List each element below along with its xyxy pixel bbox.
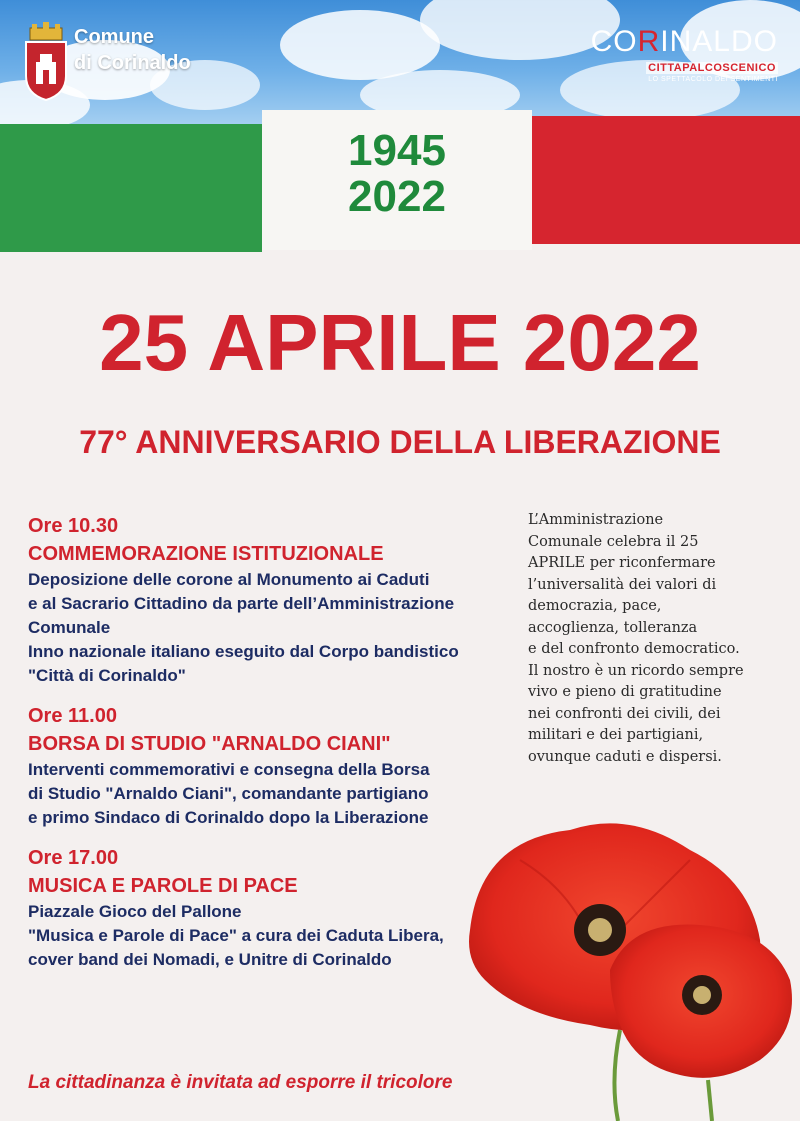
event-time: Ore 11.00 xyxy=(28,705,117,727)
page-subtitle: 77° ANNIVERSARIO DELLA LIBERAZIONE xyxy=(79,424,721,460)
side-line: APRILE per riconfermare xyxy=(528,555,716,571)
comune-label xyxy=(74,24,191,76)
side-line: e del confronto democratico. xyxy=(528,641,740,657)
anniversary-years xyxy=(262,128,532,220)
side-line: ovunque caduti e dispersi. xyxy=(528,748,722,765)
side-line: accoglienza, tolleranza xyxy=(528,619,698,636)
event-title: COMMEMORAZIONE ISTITUZIONALE xyxy=(28,543,384,565)
brand-name-part-a: CO xyxy=(590,25,638,58)
flag-red xyxy=(532,116,800,244)
event-item xyxy=(28,844,488,972)
year-end: 2022 xyxy=(348,172,446,221)
event-line: "Città di Corinaldo" xyxy=(28,666,186,685)
event-item xyxy=(28,512,488,688)
event-line: "Musica e Parole di Pace" a cura dei Caduta Libera, xyxy=(28,926,444,945)
brand-name xyxy=(591,26,778,58)
event-line: Inno nazionale italiano eseguito dal Corpo bandistico xyxy=(28,642,459,661)
event-line: Interventi commemorativi e consegna della Borsa xyxy=(28,760,430,779)
side-line: Il nostro è un ricordo sempre xyxy=(528,662,744,679)
event-time: Ore 10.30 xyxy=(28,515,119,537)
side-line: L’Amministrazione xyxy=(528,512,664,528)
brand-name-part-c: INALDO xyxy=(660,25,778,58)
corinaldo-brand-logo xyxy=(591,26,778,83)
poppy-flower-icon xyxy=(460,800,800,1121)
footer-invitation: La cittadinanza è invitata ad esporre il tricolore xyxy=(28,1072,453,1093)
brand-name-accent: R xyxy=(637,25,661,58)
coat-of-arms-icon xyxy=(22,22,70,102)
brand-subtitle: CITTAPALCOSCENICO xyxy=(648,62,776,74)
flag-green xyxy=(0,124,262,252)
event-title: BORSA DI STUDIO "ARNALDO CIANI" xyxy=(28,733,391,755)
event-line: e al Sacrario Cittadino da parte dell’Amministrazione xyxy=(28,594,455,613)
event-line: Piazzale Gioco del Pallone xyxy=(28,902,242,921)
side-line: democrazia, pace, xyxy=(528,598,662,614)
side-line: vivo e pieno di gratitudine xyxy=(528,684,722,700)
event-line: Deposizione delle corone al Monumento ai Caduti xyxy=(28,570,430,589)
side-line: l’universalità dei valori di xyxy=(528,576,717,593)
event-line: Comunale xyxy=(28,618,111,637)
event-item xyxy=(28,702,488,830)
event-title: MUSICA E PAROLE DI PACE xyxy=(28,875,298,897)
event-line: di Studio "Arnaldo Ciani", comandante partigiano xyxy=(28,784,429,803)
side-line: militari e dei partigiani, xyxy=(528,727,704,743)
side-line: Comunale celebra il 25 xyxy=(528,533,699,550)
event-line: cover band dei Nomadi, e Unitre di Corinaldo xyxy=(28,950,392,969)
event-line: e primo Sindaco di Corinaldo dopo la Liberazione xyxy=(28,808,429,827)
side-line: nei confronti dei civili, dei xyxy=(528,705,721,722)
event-time: Ore 17.00 xyxy=(28,847,119,869)
brand-tagline: LO SPETTACOLO DEI SENTIMENTI xyxy=(648,76,778,83)
comune-line2: di Corinaldo xyxy=(74,52,191,74)
side-description xyxy=(528,510,788,768)
year-start: 1945 xyxy=(348,126,446,175)
event-schedule xyxy=(28,512,488,986)
page-title: 25 APRILE 2022 xyxy=(99,298,701,387)
comune-line1: Comune xyxy=(74,26,154,48)
